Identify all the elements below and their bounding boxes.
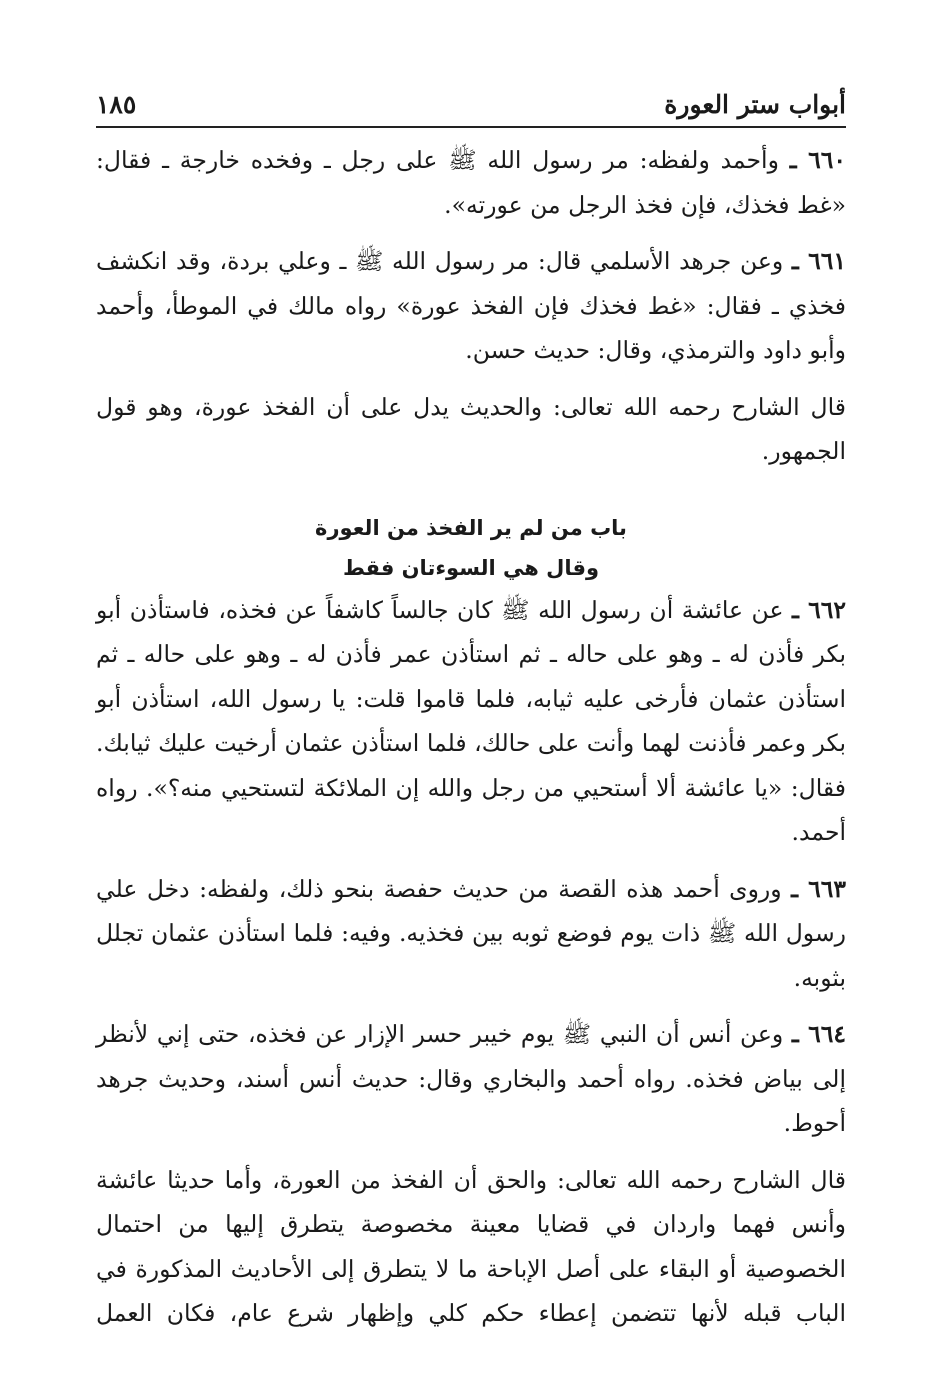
hadith-text: وروى أحمد هذه القصة من حديث حفصة بنحو ذلك، ولفظه: دخل علي رسول الله ﷺ ذات يوم فوضع ثوبه بين فخذيه. وفيه: فلما استأذن عثمان تجلل بثوبه.: [96, 874, 846, 992]
running-header: [96, 78, 846, 128]
commentary-paragraph: [96, 385, 846, 474]
hadith-text: وعن أنس أن النبي ﷺ يوم خيبر حسر الإزار عن فخذه، حتى إني لأنظر إلى بياض فخذه. رواه أحمد والبخاري وقال: حديث أنس أسند، وحديث جرهد أحوط.: [96, 1020, 846, 1137]
hadith-660: [96, 138, 846, 227]
hadith-number: ٦٦٤ ـ: [791, 1020, 846, 1048]
hadith-number: ٦٦٠ ـ: [789, 146, 846, 174]
page-content: [96, 138, 846, 1336]
hadith-text: وعن جرهد الأسلمي قال: مر رسول الله ﷺ ـ وعلي بردة، وقد انكشف فخذي ـ فقال: «غط فخذك فإن الفخذ عورة» رواه مالك في الموطأ، وأحمد وأبو داود والترمذي، وقال: حديث حسن.: [96, 247, 846, 364]
section-heading: [96, 508, 846, 588]
section-title-line-2: وقال هي السوءتان فقط: [342, 555, 600, 580]
hadith-664: [96, 1012, 846, 1146]
book-page: [96, 78, 846, 1368]
commentary-text: قال الشارح رحمه الله تعالى: والحديث يدل على أن الفخذ عورة، وهو قول الجمهور.: [96, 392, 846, 465]
hadith-number: ٦٦١ ـ: [791, 247, 846, 275]
commentary-text: قال الشارح رحمه الله تعالى: والحق أن الفخذ من العورة، وأما حديثا عائشة وأنس فهما واردان في قضايا معينة مخصوصة يتطرق إليها من احتمال الخصوصية أو البقاء على أصل الإباحة ما لا يتطرق إلى الأحاديث المذكورة في الباب قبله لأنها تتضمن إعطاء حكم كلي وإظهار شرع عام، فكان العمل: [96, 1165, 846, 1327]
hadith-text: عن عائشة أن رسول الله ﷺ كان جالساً كاشفاً عن فخذه، فاستأذن أبو بكر فأذن له ـ وهو على حاله ـ ثم استأذن عمر فأذن له ـ وهو على حاله ـ ثم استأذن عثمان فأرخى عليه ثيابه، فلما قاموا قلت: يا رسول الله، استأذن أبو بكر وعمر فأذنت لهما وأنت على حالك، فلما استأذن عثمان أرخيت عليك ثيابك. فقال: «يا عائشة ألا أستحيي من رجل والله إن الملائكة لتستحيي منه؟». رواه أحمد.: [96, 595, 846, 846]
hadith-text: وأحمد ولفظه: مر رسول الله ﷺ على رجل ـ وفخده خارجة ـ فقال: «غط فخذك، فإن فخذ الرجل من عورته».: [96, 146, 846, 219]
chapter-title: أبواب ستر العورة: [664, 90, 846, 119]
hadith-661: [96, 239, 846, 373]
page-number: ١٨٥: [96, 90, 137, 119]
hadith-663: [96, 867, 846, 1001]
section-title-line-1: باب من لم ير الفخذ من العورة: [315, 515, 627, 540]
hadith-662: [96, 588, 846, 855]
hadith-number: ٦٦٣ ـ: [791, 874, 846, 903]
hadith-number: ٦٦٢ ـ: [792, 595, 846, 624]
commentary-paragraph: [96, 1158, 846, 1336]
